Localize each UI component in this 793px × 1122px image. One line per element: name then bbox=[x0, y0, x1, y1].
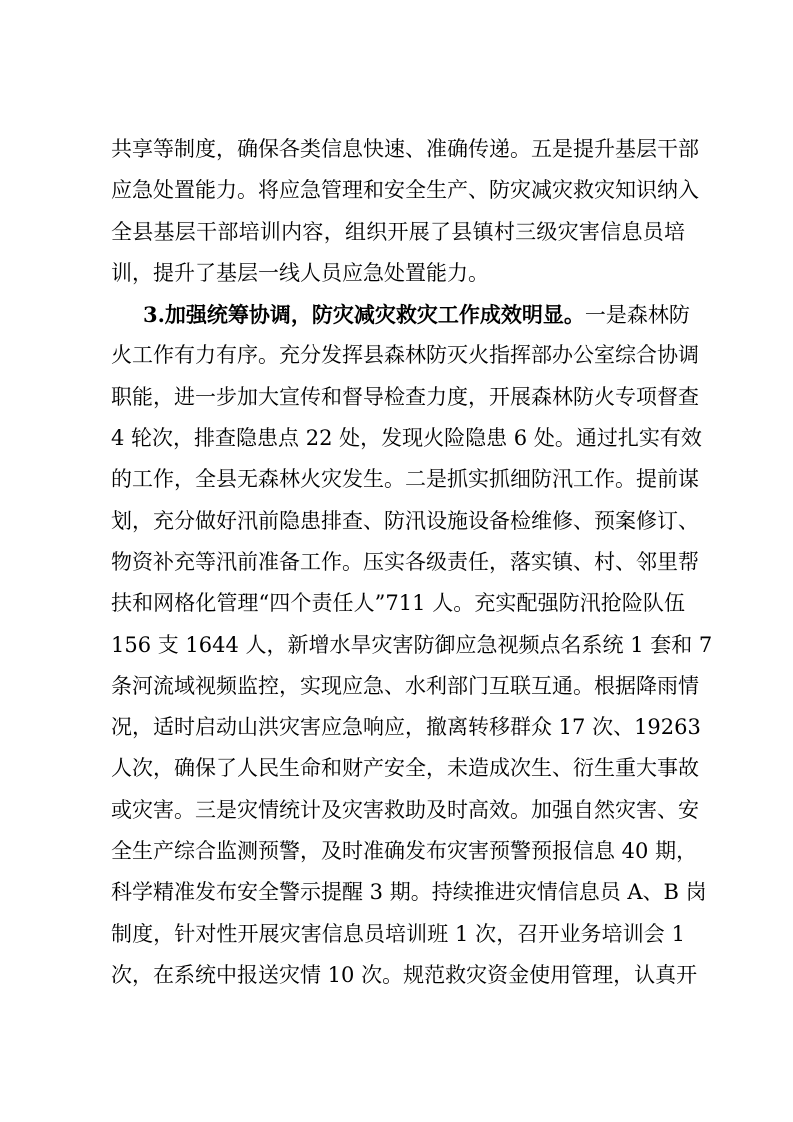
text-line: 扶和网格化管理“四个责任人”711 人。充实配强防汛抢险队伍 bbox=[111, 591, 685, 616]
section-heading-continuation: 一是森林防 bbox=[584, 303, 690, 328]
text-line: 科学精准发布安全警示提醒 3 期。持续推进灾情信息员 A、B 岗 bbox=[111, 880, 707, 905]
text-line: 划，充分做好汛前隐患排查、防汛设施设备检维修、预案修订、 bbox=[111, 508, 699, 533]
text-line: 次，在系统中报送灾情 10 次。规范救灾资金使用管理，认真开 bbox=[111, 962, 698, 987]
text-line: 应急处置能力。将应急管理和安全生产、防灾减灾救灾知识纳入 bbox=[111, 178, 699, 203]
document-body bbox=[111, 129, 713, 996]
text-line: 或灾害。三是灾情统计及灾害救助及时高效。加强自然灾害、安 bbox=[111, 797, 699, 822]
text-line: 的工作，全县无森林火灾发生。二是抓实抓细防汛工作。提前谋 bbox=[111, 467, 699, 492]
text-line: 火工作有力有序。充分发挥县森林防灭火指挥部办公室综合协调 bbox=[111, 343, 699, 368]
text-line: 况，适时启动山洪灾害应急响应，撤离转移群众 17 次、19263 bbox=[111, 715, 701, 740]
text-line: 全生产综合监测预警，及时准确发布灾害预警预报信息 40 期， bbox=[111, 839, 698, 864]
text-line: 全县基层干部培训内容，组织开展了县镇村三级灾害信息员培 bbox=[111, 219, 685, 244]
text-line: 156 支 1644 人，新增水旱灾害防御应急视频点名系统 1 套和 7 bbox=[111, 632, 713, 657]
text-line: 制度，针对性开展灾害信息员培训班 1 次，召开业务培训会 1 bbox=[111, 921, 685, 946]
text-line: 人次，确保了人民生命和财产安全，未造成次生、衍生重大事故 bbox=[111, 756, 699, 781]
section-heading-line bbox=[111, 294, 690, 335]
text-line: 共享等制度，确保各类信息快速、准确传递。五是提升基层干部 bbox=[111, 137, 699, 161]
text-line: 训，提升了基层一线人员应急处置能力。 bbox=[111, 260, 489, 285]
text-line: 职能，进一步加大宣传和督导检查力度，开展森林防火专项督查 bbox=[111, 384, 699, 409]
text-line: 物资补充等汛前准备工作。压实各级责任，落实镇、村、邻里帮 bbox=[111, 549, 699, 574]
section-heading: 3.加强统筹协调，防灾减灾救灾工作成效明显。 bbox=[143, 302, 585, 328]
text-line: 条河流域视频监控，实现应急、水利部门互联互通。根据降雨情 bbox=[111, 673, 699, 698]
text-line: 4 轮次，排查隐患点 22 处，发现火险隐患 6 处。通过扎实有效 bbox=[111, 426, 702, 451]
